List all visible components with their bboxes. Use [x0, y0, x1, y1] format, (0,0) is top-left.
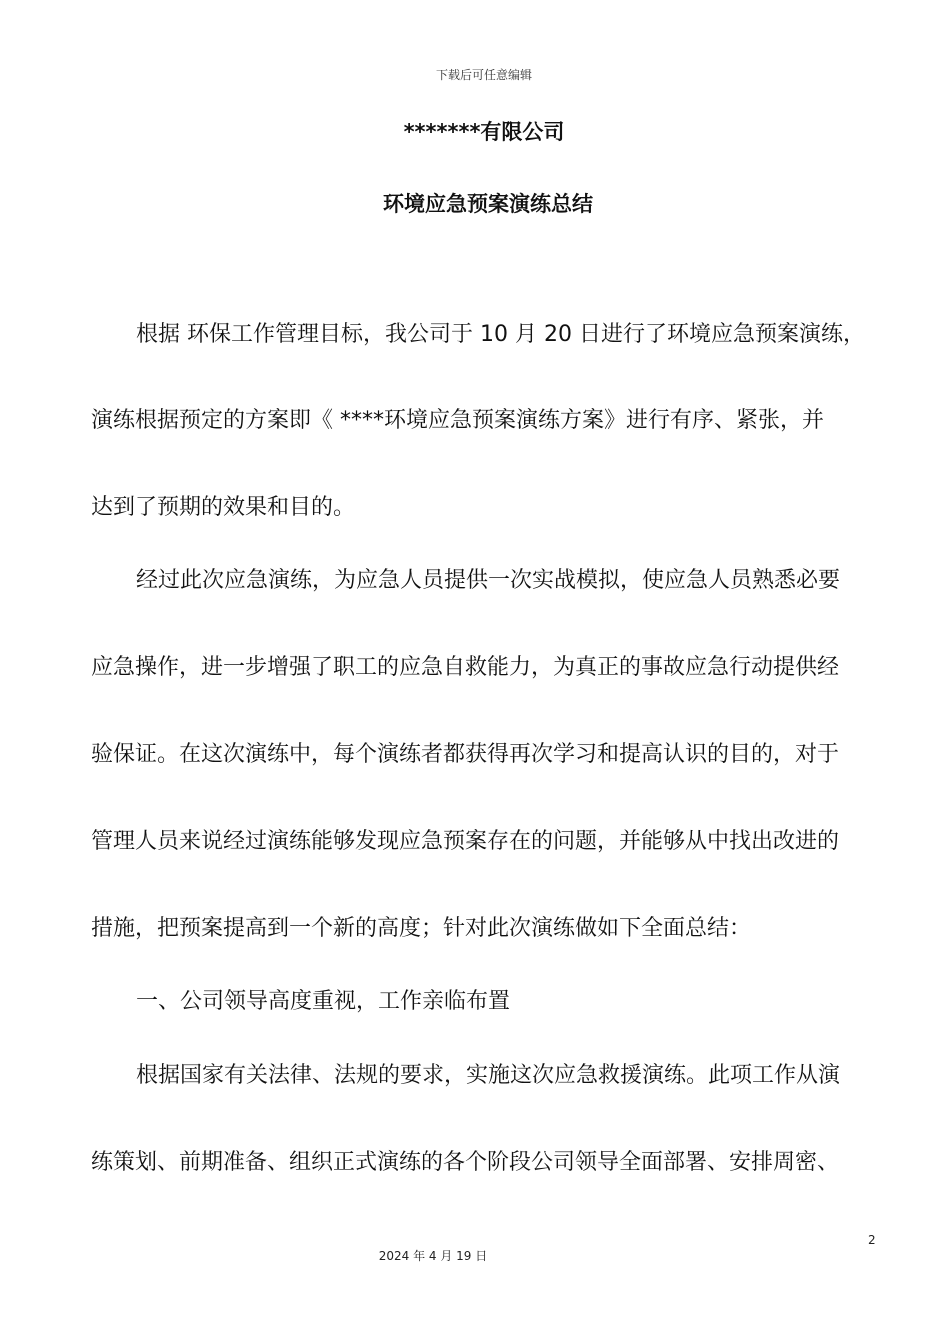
header-note: 下载后可任意编辑 [435, 68, 532, 82]
paragraph-line: 根据国家有关法律、法规的要求，实施这次应急救援演练。此项工作从演 [136, 1063, 841, 1088]
paragraph-line: 管理人员来说经过演练能够发现应急预案存在的问题，并能够从中找出改进的 [91, 829, 840, 854]
page-number: 2 [868, 1233, 876, 1247]
paragraph-line: 练策划、前期准备、组织正式演练的各个阶段公司领导全面部署、安排周密、 [91, 1150, 840, 1175]
paragraph-line: 措施，把预案提高到一个新的高度；针对此次演练做如下全面总结： [91, 916, 752, 941]
paragraph-line: 根据 环保工作管理目标，我公司于 10 月 20 日进行了环境应急预案演练， [136, 322, 865, 347]
company-title: *******有限公司 [403, 120, 565, 144]
paragraph-line: 应急操作，进一步增强了职工的应急自救能力，为真正的事故应急行动提供经 [91, 655, 840, 680]
paragraph-line: 演练根据预定的方案即《 ****环境应急预案演练方案》进行有序、紧张，并 [91, 408, 824, 433]
paragraph-line: 经过此次应急演练，为应急人员提供一次实战模拟，使应急人员熟悉必要 [136, 568, 841, 593]
section-heading: 一、公司领导高度重视，工作亲临布置 [136, 989, 511, 1014]
paragraph-line: 验保证。在这次演练中，每个演练者都获得再次学习和提高认识的目的，对于 [91, 742, 840, 767]
document-title: 环境应急预案演练总结 [383, 192, 593, 216]
footer-date: 2024 年 4 月 19 日 [378, 1249, 488, 1263]
paragraph-line: 达到了预期的效果和目的。 [91, 495, 356, 520]
